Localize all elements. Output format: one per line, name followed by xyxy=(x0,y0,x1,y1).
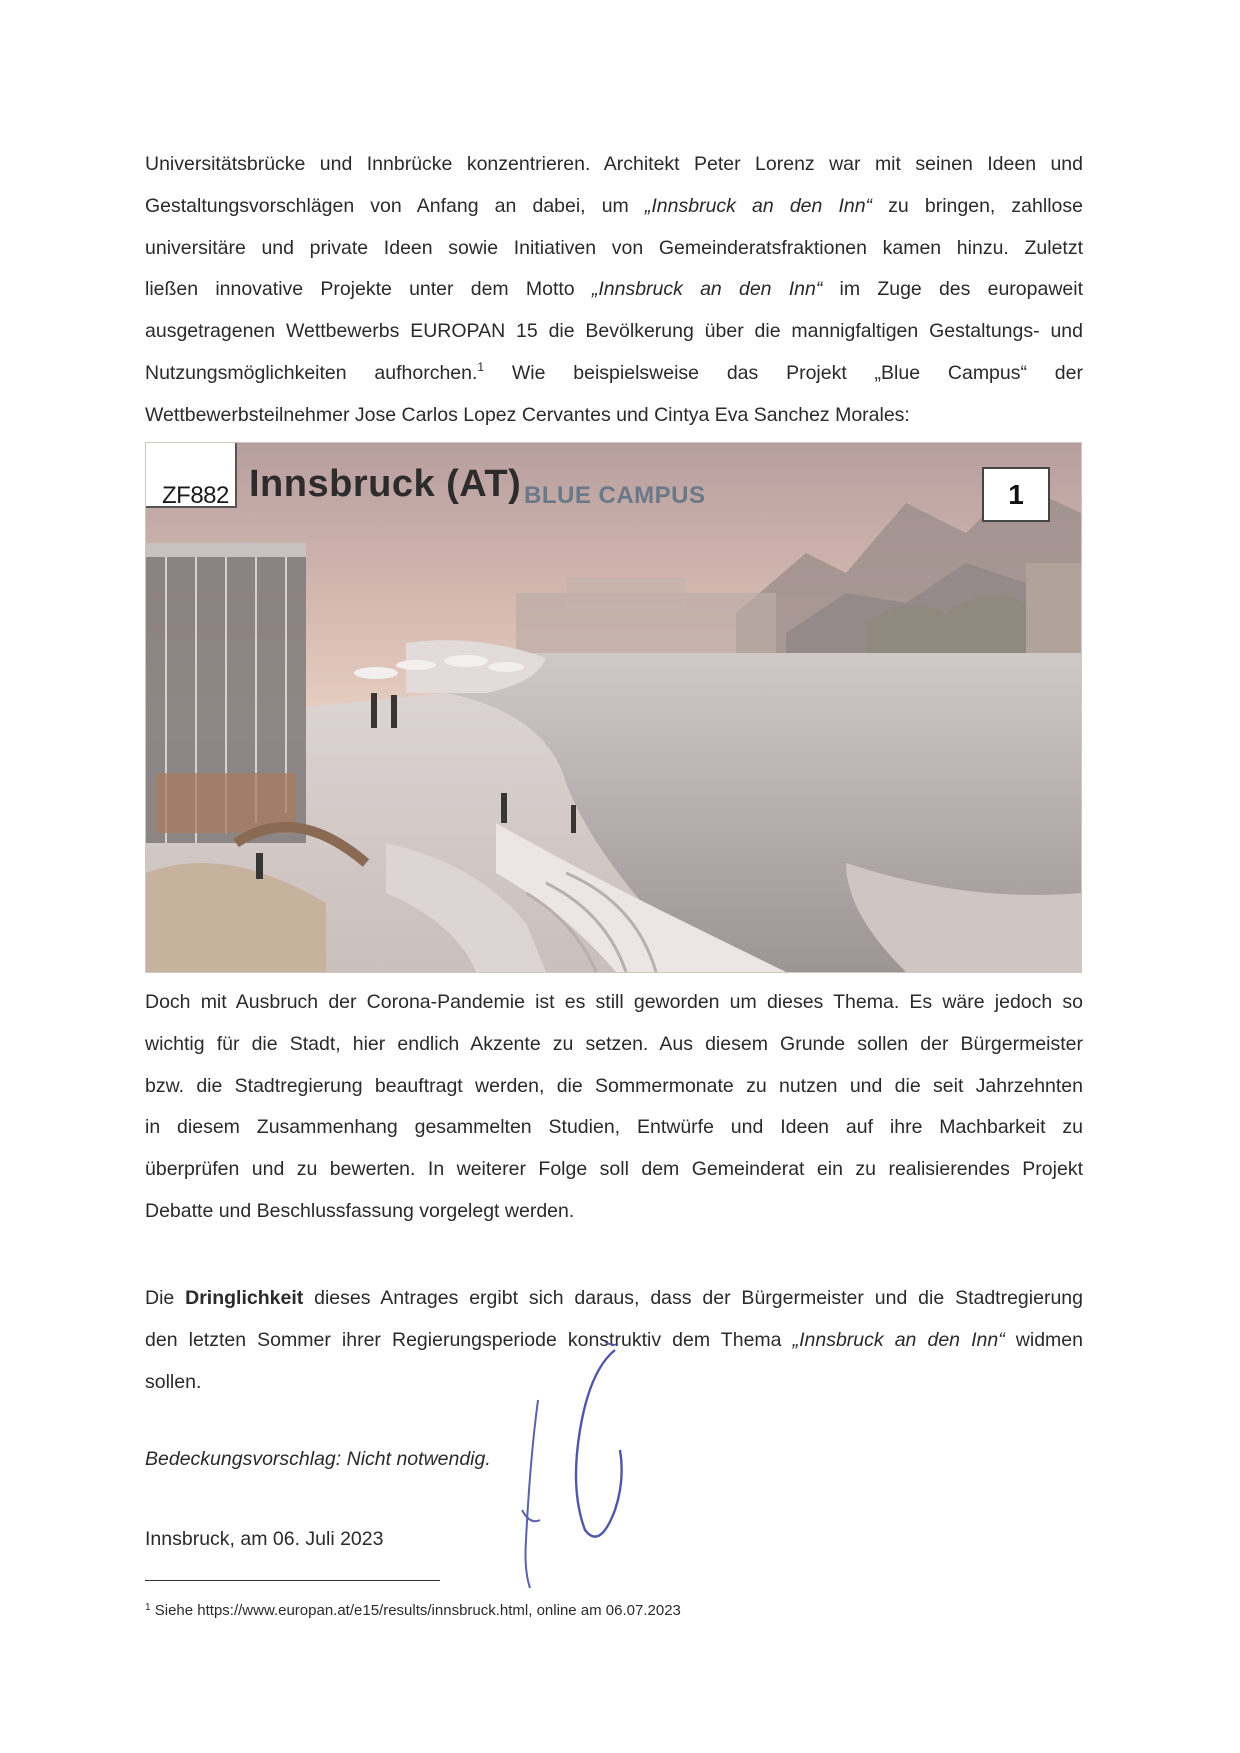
project-rendering-image xyxy=(145,442,1082,973)
figure-number-badge: 1 xyxy=(982,467,1050,522)
handwritten-signature xyxy=(500,1340,650,1590)
footnote xyxy=(145,1602,681,1619)
text-run: zu bringen, zahllose xyxy=(872,194,1083,217)
paragraph-corona xyxy=(145,982,1083,1233)
paragraph-line: überprüfen und zu bewerten. In weiterer Folge soll dem Gemeinderat ein zu realisierendes Projekt xyxy=(145,1158,1083,1181)
paragraph-line: wichtig für die Stadt, hier endlich Akzente zu setzen. Aus diesem Grunde sollen der Bürgermeister xyxy=(145,1032,1083,1055)
text-run: dieses Antrages ergibt sich daraus, dass der Bürgermeister und die Stadtregierung xyxy=(303,1287,1083,1309)
paragraph-line: Debatte und Beschlussfassung vorgelegt werden. xyxy=(145,1199,575,1222)
paragraph-line xyxy=(145,269,1083,311)
motto-italic: „Innsbruck an den Inn“ xyxy=(591,278,823,301)
motto-italic: „Innsbruck an den Inn“ xyxy=(792,1328,1005,1351)
figure-subtitle: BLUE CAMPUS xyxy=(524,482,706,509)
urgency-bold: Dringlichkeit xyxy=(185,1287,304,1309)
text-run: widmen xyxy=(1004,1328,1083,1351)
paragraph-intro xyxy=(145,144,1083,437)
paragraph-line xyxy=(145,353,1083,395)
text-run: Gestaltungsvorschlägen von Anfang an dabei, um xyxy=(145,194,645,217)
text-run: Die xyxy=(145,1287,186,1309)
paragraph-line: Wettbewerbsteilnehmer Jose Carlos Lopez Cervantes und Cintya Eva Sanchez Morales: xyxy=(145,403,910,426)
paragraph-line: sollen. xyxy=(145,1370,202,1393)
paragraph-line: Doch mit Ausbruch der Corona-Pandemie ist es still geworden um dieses Thema. Es wäre jedoch so xyxy=(145,991,1083,1013)
rendering-illustration xyxy=(146,443,1081,972)
text-run: den letzten Sommer ihrer Regierungsperiode konstruktiv dem Thema xyxy=(145,1328,793,1351)
motto-italic: „Innsbruck an den Inn“ xyxy=(644,194,873,217)
text-run: Nutzungsmöglichkeiten aufhorchen. xyxy=(145,361,478,384)
paragraph-line: universitäre und private Ideen sowie Initiativen von Gemeinderatsfraktionen kamen hinzu. Zuletzt xyxy=(145,236,1083,259)
paragraph-line: in diesem Zusammenhang gesammelten Studien, Entwürfe und Ideen auf ihre Machbarkeit zu xyxy=(145,1116,1083,1139)
text-run: im Zuge des europaweit xyxy=(822,278,1084,301)
footnote-separator xyxy=(145,1580,440,1581)
paragraph-line: Universitätsbrücke und Innbrücke konzentrieren. Architekt Peter Lorenz war mit seinen Ideen und xyxy=(145,153,1083,175)
stamp-label: ZF882 xyxy=(162,482,229,509)
paragraph-line: bzw. die Stadtregierung beauftragt werden, die Sommermonate zu nutzen und die seit Jahrzehnten xyxy=(145,1074,1083,1097)
footnote-reference[interactable]: 1 xyxy=(477,359,485,374)
figure-title: Innsbruck (AT) xyxy=(249,463,522,505)
footnote-marker: 1 xyxy=(145,1602,151,1613)
text-run: Wie beispielsweise das Projekt „Blue Campus“ der xyxy=(484,361,1083,384)
footnote-text[interactable]: Siehe https://www.europan.at/e15/results/innsbruck.html, online am 06.07.2023 xyxy=(150,1602,681,1619)
text-run: ließen innovative Projekte unter dem Motto xyxy=(145,278,592,301)
cover-proposal: Bedeckungsvorschlag: Nicht notwendig. xyxy=(145,1448,491,1470)
paragraph-line xyxy=(145,1278,1083,1320)
paragraph-line xyxy=(145,186,1083,228)
paragraph-line: ausgetragenen Wettbewerbs EUROPAN 15 die Bevölkerung über die mannigfaltigen Gestaltungs- und xyxy=(145,320,1083,343)
place-and-date: Innsbruck, am 06. Juli 2023 xyxy=(145,1528,384,1550)
